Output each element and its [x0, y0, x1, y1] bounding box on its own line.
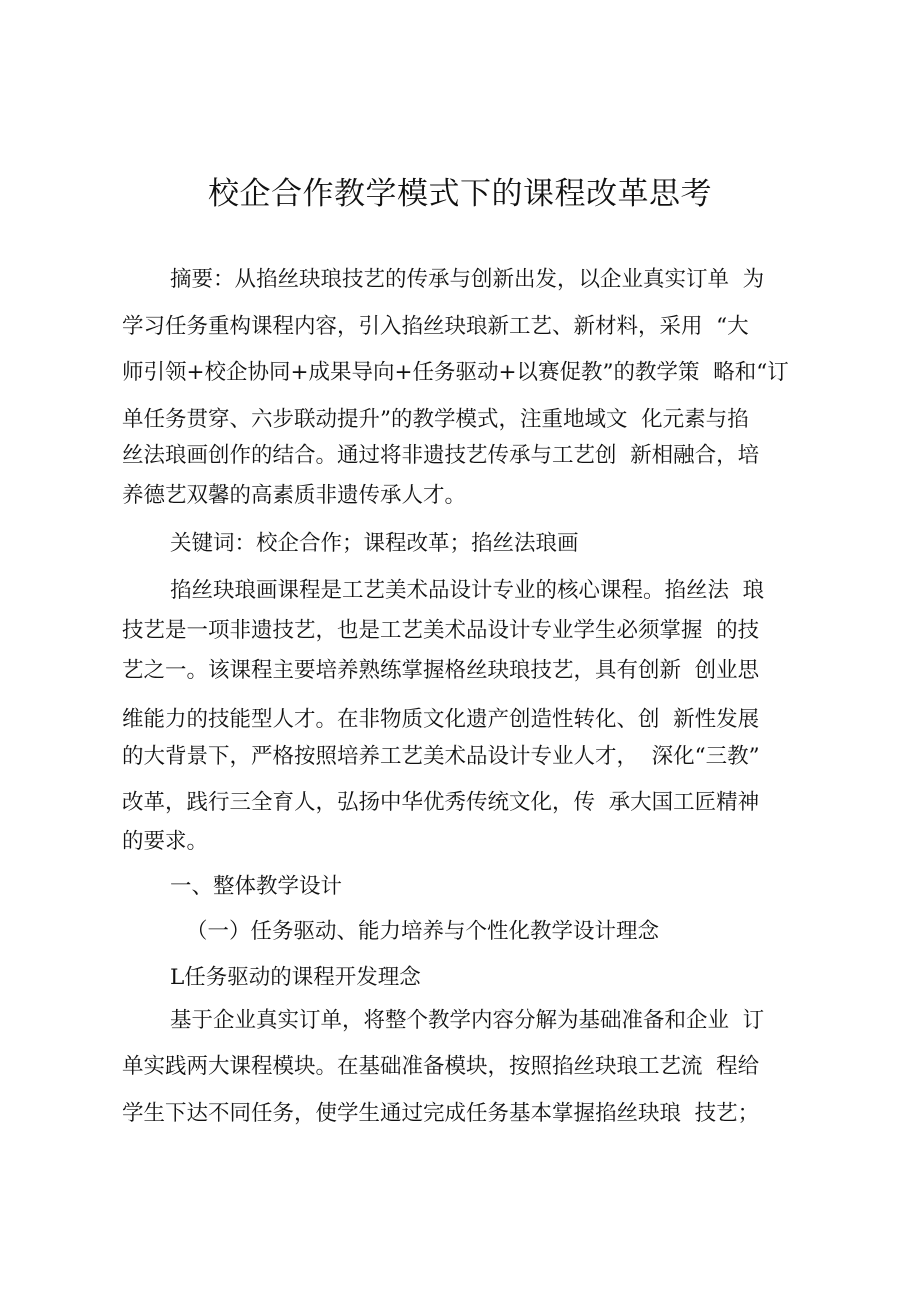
intro-line: 的要求。	[122, 829, 209, 854]
abstract-line: 学习任务重构课程内容，引入掐丝玦琅新工艺、新材料，采用 “大	[122, 314, 749, 339]
abstract-line: 摘要：从掐丝玦琅技艺的传承与创新出发，以企业真实订单 为	[170, 267, 765, 292]
subsubsection-heading: L任务驱动的课程开发理念	[170, 965, 421, 990]
intro-line: 掐丝玦琅画课程是工艺美术品设计专业的核心课程。掐丝法 琅	[170, 578, 765, 603]
abstract-line: 养德艺双馨的高素质非遗传承人才。	[122, 483, 467, 508]
keywords-line: 关键词：校企合作；课程改革；掐丝法琅画	[170, 531, 579, 556]
abstract-line: 师引领+校企协同+成果导向+任务驱动+以赛促教”的教学策 略和“订	[122, 360, 789, 385]
section-heading: 一、整体教学设计	[170, 874, 343, 899]
abstract-line: 单任务贯穿、六步联动提升”的教学模式，注重地域文 化元素与掐	[122, 407, 749, 432]
body-line: 基于企业真实订单，将整个教学内容分解为基础准备和企业 订	[170, 1008, 765, 1033]
intro-line: 技艺是一项非遗技艺，也是工艺美术品设计专业学生必须掌握 的技	[122, 618, 760, 643]
document-title: 校企合作教学模式下的课程改革思考	[208, 176, 712, 212]
intro-line: 维能力的技能型人才。在非物质文化遗产创造性转化、创 新性发展	[122, 707, 760, 732]
intro-line: 艺之一。该课程主要培养熟练掌握格丝玦琅技艺，具有创新 创业思	[122, 658, 760, 683]
intro-line: 改革，践行三全育人，弘扬中华优秀传统文化，传 承大国工匠精神	[122, 790, 760, 815]
body-line: 单实践两大课程模块。在基础准备模块，按照掐丝玦琅工艺流 程给	[122, 1054, 760, 1079]
body-line: 学生下达不同任务，使学生通过完成任务基本掌握掐丝玦琅 技艺；	[122, 1101, 760, 1126]
intro-line: 的大背景下，严格按照培养工艺美术品设计专业人才， 深化“三教”	[122, 744, 760, 769]
abstract-line: 丝法琅画创作的结合。通过将非遗技艺传承与工艺创 新相融合，培	[122, 443, 760, 468]
subsection-heading: （一）任务驱动、能力培养与个性化教学设计理念	[186, 919, 660, 944]
